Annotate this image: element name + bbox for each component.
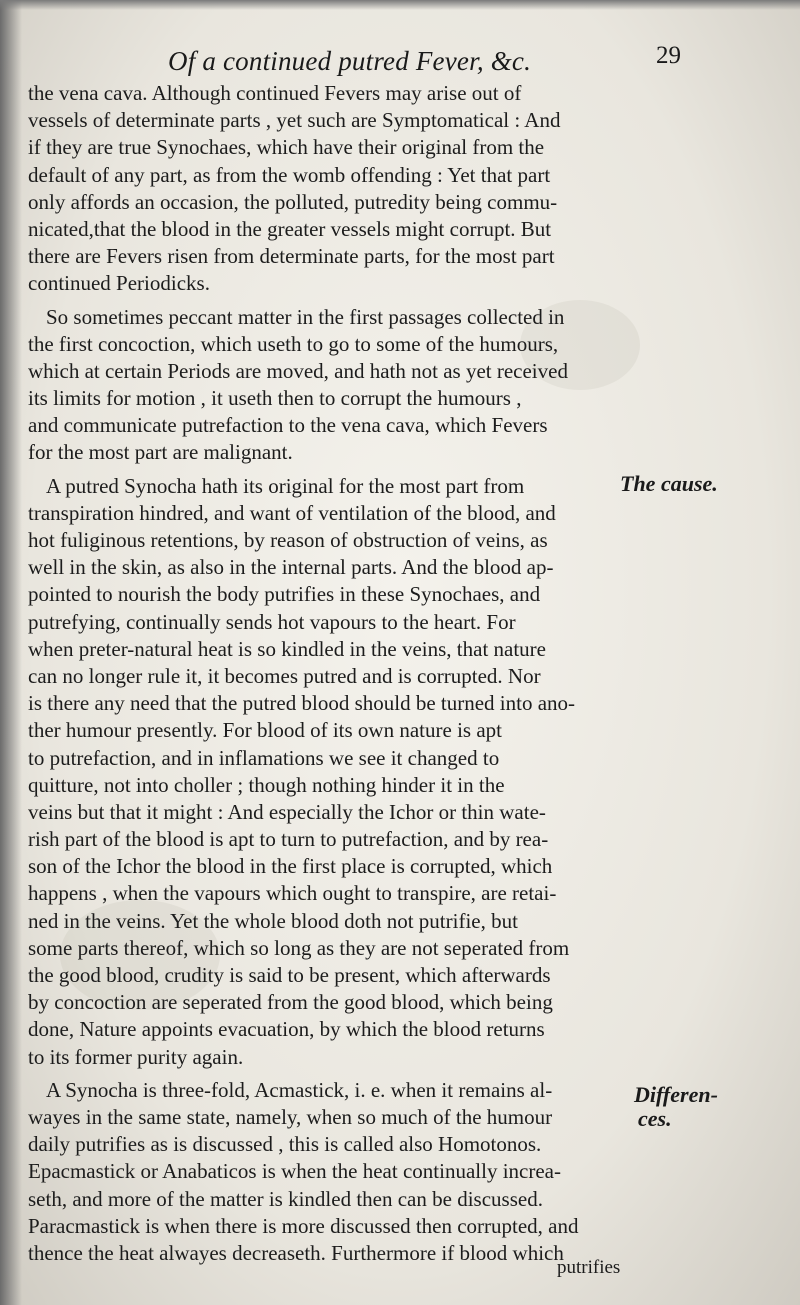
text-line: hot fuliginous retentions, by reason of obstruction of veins, as <box>28 528 548 552</box>
body-text <box>28 80 613 1267</box>
margin-note-differences <box>634 1083 718 1131</box>
text-line: ned in the veins. Yet the whole blood doth not putrifie, but <box>28 908 518 933</box>
catchword: putrifies <box>557 1257 621 1278</box>
text-line: pointed to nourish the body putrifies in these Synochaes, and <box>28 582 541 607</box>
text-line: done, Nature appoints evacuation, by which the blood returns <box>28 1017 545 1042</box>
text-line: nicated,that the blood in the greater vessels might corrupt. But <box>28 216 552 241</box>
margin-note-line: ces. <box>638 1106 672 1131</box>
text-line: vessels of determinate parts , yet such are Symptomatical : And <box>28 108 561 133</box>
text-line: daily putrifies as is discussed , this is called also Homotonos. <box>28 1132 542 1157</box>
page-number: 29 <box>656 42 681 69</box>
text-line: to putrefaction, and in inflamations we see it changed to <box>28 745 500 770</box>
running-title: Of a continued putred Fever, &c. <box>168 46 532 76</box>
text-line: transpiration hindred, and want of ventilation of the blood, and <box>28 500 556 525</box>
text-line: putrefying, continually sends hot vapours to the heart. For <box>28 609 516 634</box>
text-line: when preter-natural heat is so kindled in the veins, that nature <box>28 636 546 661</box>
text-line: can no longer rule it, it becomes putred and is corrupted. Nor <box>28 663 541 688</box>
text-line: thence the heat alwayes decreaseth. Furthermore if blood which <box>28 1240 564 1265</box>
text-line: seth, and more of the matter is kindled then can be discussed. <box>28 1186 543 1211</box>
gutter-shadow <box>0 0 22 1305</box>
text-line: Paracmastick is when there is more discussed then corrupted, and <box>28 1213 579 1238</box>
top-edge-shadow <box>0 0 800 10</box>
text-line: only affords an occasion, the polluted, putredity being commu- <box>28 189 558 214</box>
text-line: is there any need that the putred blood should be turned into ano- <box>28 691 576 716</box>
text-line: ther humour presently. For blood of its own nature is apt <box>28 718 502 743</box>
margin-note-line: Differen- <box>634 1082 718 1107</box>
text-line: rish part of the blood is apt to turn to putrefaction, and by rea- <box>28 827 549 852</box>
text-line: wayes in the same state, namely, when so much of the humour <box>28 1104 553 1129</box>
text-line: A Synocha is three-fold, Acmastick, i. e. when it remains al- <box>46 1077 553 1102</box>
text-line: happens , when the vapours which ought to transpire, are retai- <box>28 881 557 906</box>
text-line: and communicate putrefaction to the vena cava, which Fevers <box>28 413 548 438</box>
text-line: for the most part are malignant. <box>28 440 293 465</box>
text-line: to its former purity again. <box>28 1044 244 1069</box>
margin-note-cause: The cause. <box>620 471 718 496</box>
text-line: veins but that it might : And especially the Ichor or thin wate- <box>28 799 546 824</box>
text-line: by concoction are seperated from the good blood, which being <box>28 990 553 1015</box>
text-line: the good blood, crudity is said to be present, which afterwards <box>28 963 551 987</box>
text-line: So sometimes peccant matter in the first passages collected in <box>46 304 565 329</box>
text-line: there are Fevers risen from determinate parts, for the most part <box>28 244 555 269</box>
text-line: its limits for motion , it useth then to corrupt the humours , <box>28 386 522 411</box>
text-line: well in the skin, as also in the internal parts. And the blood ap- <box>28 555 554 580</box>
text-line: quitture, not into choller ; though nothing hinder it in the <box>28 772 505 797</box>
text-line: which at certain Periods are moved, and hath not as yet received <box>28 358 568 383</box>
text-line: some parts thereof, which so long as they are not seperated from <box>28 935 570 960</box>
text-line: default of any part, as from the womb offending : Yet that part <box>28 162 551 187</box>
text-line: A putred Synocha hath its original for the most part from <box>46 473 525 498</box>
text-line: the vena cava. Although continued Fevers may arise out of <box>28 81 522 105</box>
text-line: continued Periodicks. <box>28 271 210 296</box>
text-line: if they are true Synochaes, which have their original from the <box>28 135 545 160</box>
text-line: son of the Ichor the blood in the first place is corrupted, which <box>28 854 553 879</box>
text-line: the first concoction, which useth to go to some of the humours, <box>28 331 559 356</box>
text-line: Epacmastick or Anabaticos is when the heat continually increa- <box>28 1159 561 1184</box>
